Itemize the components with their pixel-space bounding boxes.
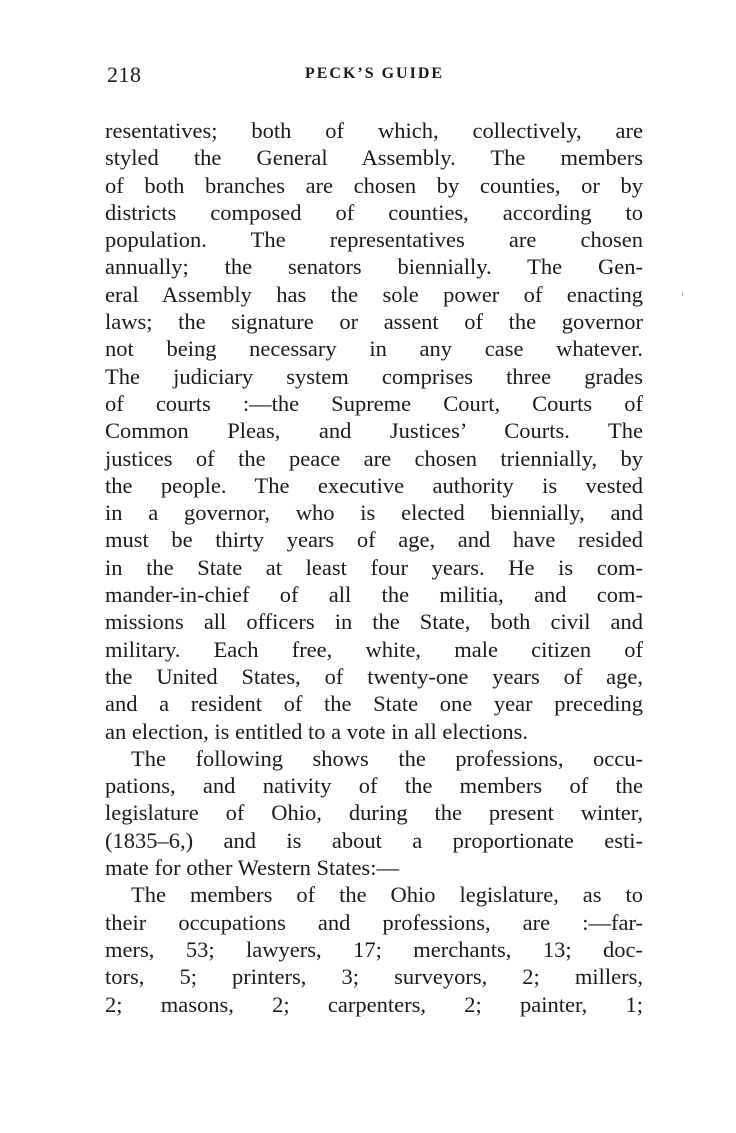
text-line: pations, and nativity of the members of the <box>105 773 643 799</box>
text-line: Common Pleas, and Justices’ Courts. The <box>105 418 643 444</box>
text-line: annually; the senators biennially. The Gen- <box>105 254 643 280</box>
text-line: 2; masons, 2; carpenters, 2; painter, 1; <box>105 991 643 1017</box>
text-line: in a governor, who is elected biennially, and <box>105 500 643 526</box>
text-line: mander-in-chief of all the militia, and com- <box>105 582 643 608</box>
text-line: mate for other Western States:— <box>105 855 399 881</box>
body-text <box>105 117 643 1018</box>
page-header <box>107 62 642 94</box>
text-line: tors, 5; printers, 3; surveyors, 2; millers, <box>105 964 643 990</box>
text-line: (1835–6,) and is about a proportionate esti- <box>105 827 643 853</box>
running-head: PECK’S GUIDE <box>304 65 445 82</box>
text-line: must be thirty years of age, and have resided <box>105 527 643 553</box>
text-line: the people. The executive authority is vested <box>105 472 643 498</box>
text-line: legislature of Ohio, during the present winter, <box>105 800 643 826</box>
text-line: population. The representatives are chosen <box>105 227 643 253</box>
text-line: of courts :—the Supreme Court, Courts of <box>105 390 643 416</box>
text-line: an election, is entitled to a vote in all elections. <box>105 718 528 744</box>
text-line: their occupations and professions, are :—far- <box>105 909 643 935</box>
margin-mark <box>682 292 683 296</box>
text-line: justices of the peace are chosen triennially, by <box>105 445 643 471</box>
text-line: in the State at least four years. He is com- <box>105 554 643 580</box>
text-line: and a resident of the State one year preceding <box>105 691 643 717</box>
text-line: styled the General Assembly. The members <box>105 145 643 171</box>
text-line: districts composed of counties, according to <box>105 199 643 225</box>
text-line: the United States, of twenty-one years of age, <box>105 663 643 689</box>
text-line: not being necessary in any case whatever. <box>105 336 643 362</box>
text-line: missions all officers in the State, both civil and <box>105 609 643 635</box>
page-number: 218 <box>107 62 142 87</box>
text-line: laws; the signature or assent of the governor <box>105 309 643 335</box>
text-line: The judiciary system comprises three grades <box>105 363 643 389</box>
text-line: of both branches are chosen by counties, or by <box>105 172 643 198</box>
paragraph-first-line: The following shows the professions, occu- <box>131 745 643 771</box>
text-line: eral Assembly has the sole power of enacting <box>105 281 643 307</box>
text-line: mers, 53; lawyers, 17; merchants, 13; doc- <box>105 936 643 962</box>
paragraph-first-line: The members of the Ohio legislature, as to <box>131 882 643 908</box>
text-line: resentatives; both of which, collectively, are <box>105 118 643 143</box>
text-line: military. Each free, white, male citizen of <box>105 636 643 662</box>
